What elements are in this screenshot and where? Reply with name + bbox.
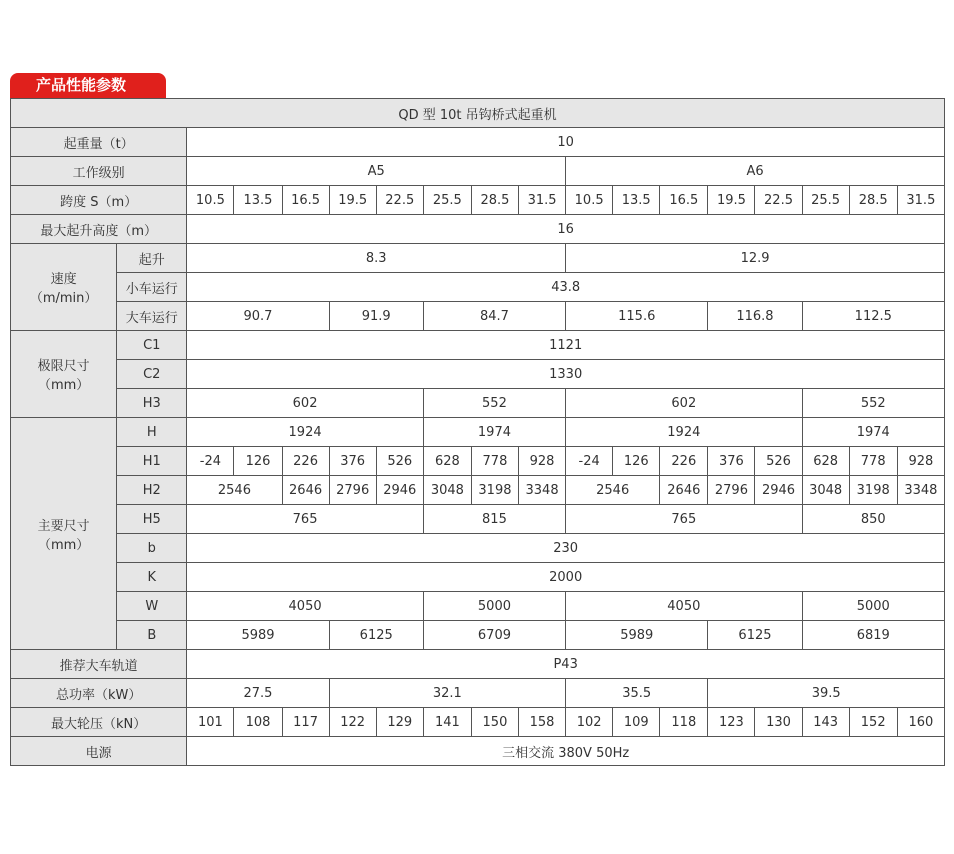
value-cell: 1974 <box>802 418 944 447</box>
row-label: 最大轮压（kN） <box>11 708 187 737</box>
value-cell: 4050 <box>566 592 802 621</box>
table-row <box>11 157 945 186</box>
value-cell: 2796 <box>708 476 755 505</box>
value-cell: 32.1 <box>329 679 565 708</box>
table-row <box>11 215 945 244</box>
spec-table <box>10 98 945 766</box>
value-cell: 3198 <box>471 476 518 505</box>
value-cell: P43 <box>187 650 945 679</box>
value-cell: 226 <box>660 447 708 476</box>
table-row <box>11 737 945 766</box>
value-cell: 5000 <box>423 592 565 621</box>
table-row <box>11 476 945 505</box>
value-cell: 16.5 <box>660 186 708 215</box>
value-cell: 6709 <box>423 621 565 650</box>
value-cell: 526 <box>376 447 423 476</box>
value-cell: 150 <box>471 708 518 737</box>
table-row <box>11 621 945 650</box>
row-label: H5 <box>117 505 187 534</box>
value-cell: 1924 <box>187 418 423 447</box>
row-label: H1 <box>117 447 187 476</box>
value-cell: 526 <box>755 447 802 476</box>
value-cell: 22.5 <box>376 186 423 215</box>
row-label: C2 <box>117 360 187 389</box>
row-label: 最大起升高度（m） <box>11 215 187 244</box>
group-label: 速度 （m/min） <box>11 244 117 331</box>
table-row <box>11 534 945 563</box>
value-cell: 2546 <box>566 476 660 505</box>
value-cell: 152 <box>849 708 897 737</box>
value-cell: 16.5 <box>282 186 329 215</box>
row-label: H3 <box>117 389 187 418</box>
value-cell: 10.5 <box>187 186 234 215</box>
value-cell: 376 <box>329 447 376 476</box>
value-cell: 91.9 <box>329 302 423 331</box>
table-row <box>11 592 945 621</box>
value-cell: 31.5 <box>897 186 944 215</box>
row-label: 小车运行 <box>117 273 187 302</box>
value-cell: 39.5 <box>708 679 945 708</box>
table-row <box>11 273 945 302</box>
row-label: H <box>117 418 187 447</box>
value-cell: 101 <box>187 708 234 737</box>
value-cell: 628 <box>802 447 849 476</box>
value-cell: 628 <box>423 447 471 476</box>
row-label: 起重量（t） <box>11 128 187 157</box>
value-cell: 84.7 <box>423 302 565 331</box>
value-cell: 552 <box>802 389 944 418</box>
row-label: 总功率（kW） <box>11 679 187 708</box>
table-row <box>11 128 945 157</box>
value-cell: -24 <box>566 447 613 476</box>
value-cell: 108 <box>234 708 282 737</box>
table-row <box>11 302 945 331</box>
row-label: 推荐大车轨道 <box>11 650 187 679</box>
value-cell: 13.5 <box>613 186 660 215</box>
value-cell: 6819 <box>802 621 944 650</box>
value-cell: 6125 <box>329 621 423 650</box>
value-cell: 765 <box>187 505 423 534</box>
value-cell: 928 <box>897 447 944 476</box>
value-cell: 160 <box>897 708 944 737</box>
value-cell: 3048 <box>802 476 849 505</box>
value-cell: 778 <box>849 447 897 476</box>
value-cell: 141 <box>423 708 471 737</box>
value-cell: 3048 <box>423 476 471 505</box>
value-cell: 35.5 <box>566 679 708 708</box>
value-cell: 2946 <box>376 476 423 505</box>
row-label: 电源 <box>11 737 187 766</box>
row-label: K <box>117 563 187 592</box>
value-cell: 10 <box>187 128 945 157</box>
value-cell: 3348 <box>519 476 566 505</box>
value-cell: 31.5 <box>519 186 566 215</box>
section-tab: 产品性能参数 <box>10 73 166 98</box>
value-cell: 8.3 <box>187 244 566 273</box>
value-cell: 126 <box>234 447 282 476</box>
value-cell: A5 <box>187 157 566 186</box>
value-cell: 28.5 <box>471 186 518 215</box>
table-row <box>11 186 945 215</box>
value-cell: 602 <box>187 389 423 418</box>
value-cell: 16 <box>187 215 945 244</box>
row-label: 工作级别 <box>11 157 187 186</box>
value-cell: 25.5 <box>423 186 471 215</box>
value-cell: 2946 <box>755 476 802 505</box>
row-label: 跨度 S（m） <box>11 186 187 215</box>
value-cell: 5000 <box>802 592 944 621</box>
value-cell: 115.6 <box>566 302 708 331</box>
value-cell: 25.5 <box>802 186 849 215</box>
value-cell: 109 <box>613 708 660 737</box>
value-cell: 602 <box>566 389 802 418</box>
value-cell: 12.9 <box>566 244 945 273</box>
row-label: W <box>117 592 187 621</box>
value-cell: 19.5 <box>329 186 376 215</box>
table-row <box>11 679 945 708</box>
value-cell: 2646 <box>660 476 708 505</box>
group-label: 主要尺寸 （mm） <box>11 418 117 650</box>
value-cell: 27.5 <box>187 679 329 708</box>
value-cell: -24 <box>187 447 234 476</box>
value-cell: A6 <box>566 157 945 186</box>
row-label: 起升 <box>117 244 187 273</box>
value-cell: 10.5 <box>566 186 613 215</box>
value-cell: 116.8 <box>708 302 802 331</box>
value-cell: 3198 <box>849 476 897 505</box>
value-cell: 130 <box>755 708 802 737</box>
value-cell: 230 <box>187 534 945 563</box>
value-cell: 112.5 <box>802 302 944 331</box>
table-row <box>11 331 945 360</box>
row-label: 大车运行 <box>117 302 187 331</box>
value-cell: 1330 <box>187 360 945 389</box>
table-row <box>11 563 945 592</box>
table-row <box>11 244 945 273</box>
value-cell: 2796 <box>329 476 376 505</box>
value-cell: 4050 <box>187 592 423 621</box>
value-cell: 122 <box>329 708 376 737</box>
value-cell: 2646 <box>282 476 329 505</box>
row-label: H2 <box>117 476 187 505</box>
table-title-row <box>11 99 945 128</box>
table-title: QD 型 10t 吊钩桥式起重机 <box>11 99 945 128</box>
value-cell: 28.5 <box>849 186 897 215</box>
value-cell: 778 <box>471 447 518 476</box>
value-cell: 850 <box>802 505 944 534</box>
table-row <box>11 505 945 534</box>
value-cell: 90.7 <box>187 302 329 331</box>
value-cell: 6125 <box>708 621 802 650</box>
table-row <box>11 447 945 476</box>
value-cell: 13.5 <box>234 186 282 215</box>
value-cell: 552 <box>423 389 565 418</box>
value-cell: 129 <box>376 708 423 737</box>
value-cell: 三相交流 380V 50Hz <box>187 737 945 766</box>
value-cell: 123 <box>708 708 755 737</box>
value-cell: 5989 <box>566 621 708 650</box>
row-label: b <box>117 534 187 563</box>
value-cell: 126 <box>613 447 660 476</box>
value-cell: 143 <box>802 708 849 737</box>
value-cell: 2000 <box>187 563 945 592</box>
value-cell: 1974 <box>423 418 565 447</box>
value-cell: 815 <box>423 505 565 534</box>
group-label: 极限尺寸 （mm） <box>11 331 117 418</box>
value-cell: 376 <box>708 447 755 476</box>
value-cell: 3348 <box>897 476 944 505</box>
value-cell: 2546 <box>187 476 282 505</box>
row-label: C1 <box>117 331 187 360</box>
table-row <box>11 360 945 389</box>
value-cell: 928 <box>519 447 566 476</box>
value-cell: 1121 <box>187 331 945 360</box>
table-row <box>11 708 945 737</box>
value-cell: 22.5 <box>755 186 802 215</box>
value-cell: 117 <box>282 708 329 737</box>
value-cell: 102 <box>566 708 613 737</box>
value-cell: 118 <box>660 708 708 737</box>
value-cell: 19.5 <box>708 186 755 215</box>
value-cell: 226 <box>282 447 329 476</box>
value-cell: 765 <box>566 505 802 534</box>
value-cell: 5989 <box>187 621 329 650</box>
value-cell: 158 <box>519 708 566 737</box>
table-row <box>11 650 945 679</box>
table-row <box>11 389 945 418</box>
row-label: B <box>117 621 187 650</box>
value-cell: 43.8 <box>187 273 945 302</box>
table-row <box>11 418 945 447</box>
value-cell: 1924 <box>566 418 802 447</box>
